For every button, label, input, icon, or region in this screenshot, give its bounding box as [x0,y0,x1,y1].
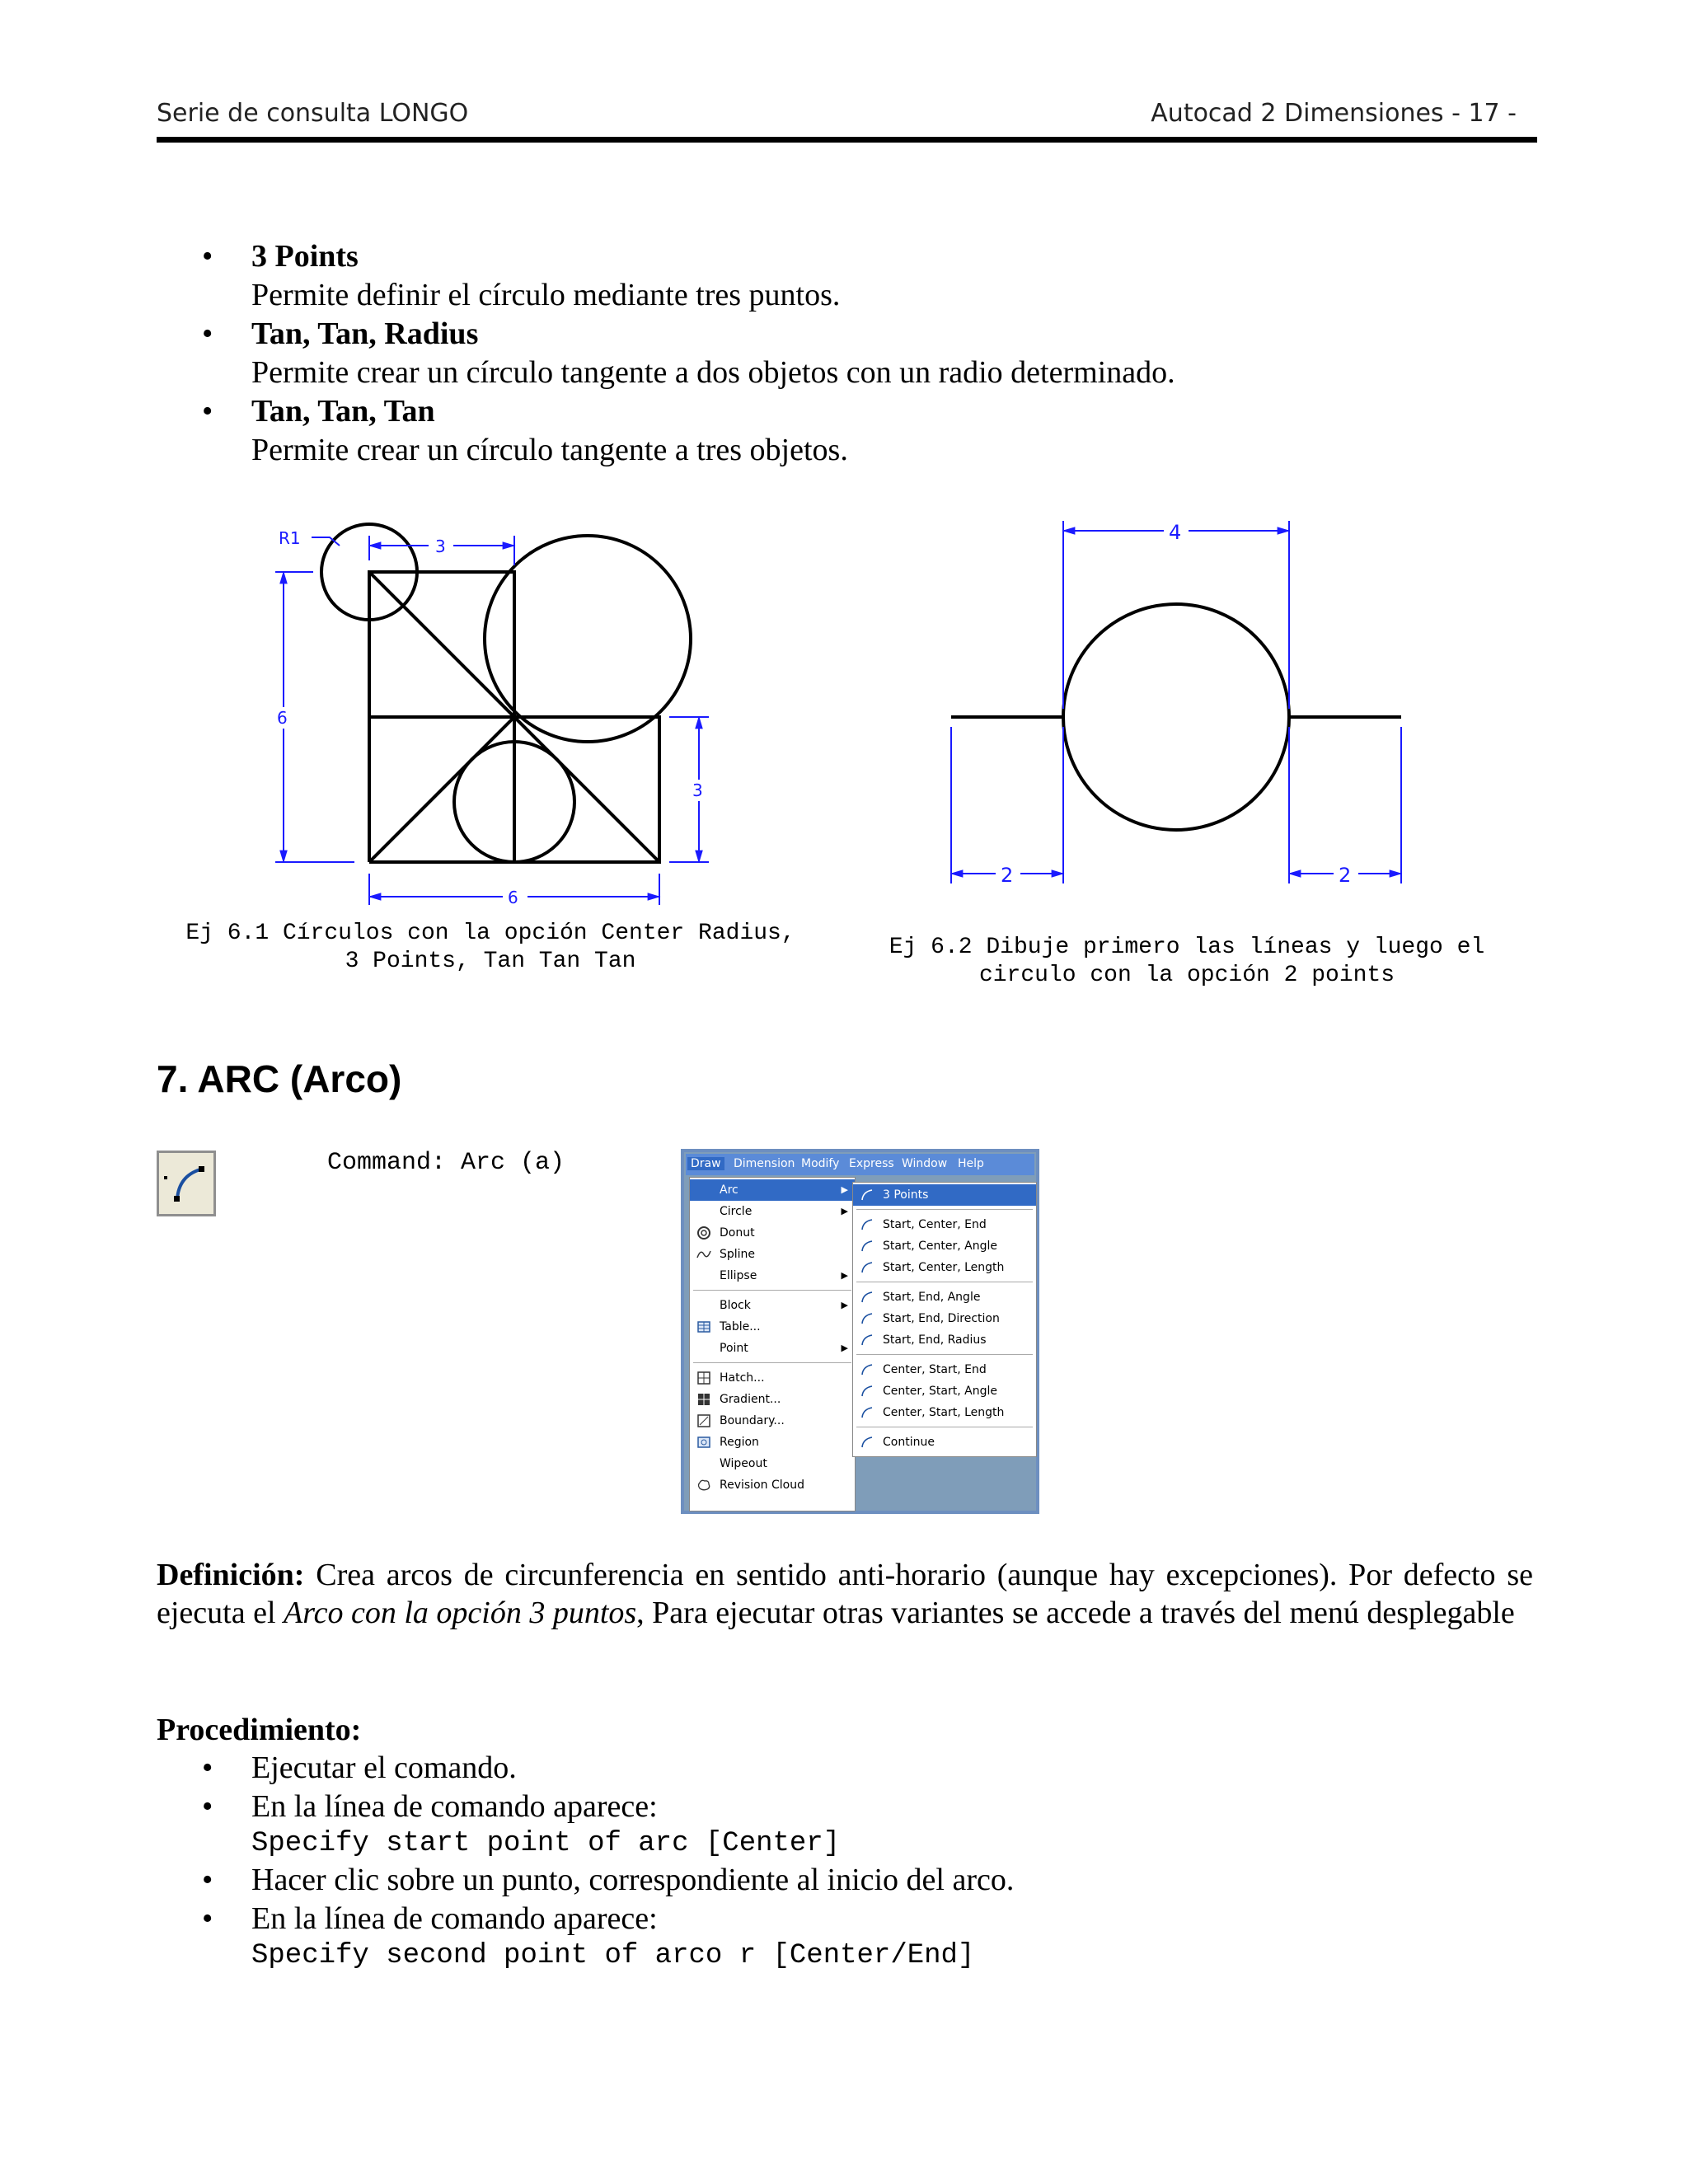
arc-icon [860,1239,874,1254]
header-right: Autocad 2 Dimensiones - 17 - [1151,99,1517,128]
menu-item-label: Boundary... [720,1414,785,1427]
menu-dimension[interactable]: Dimension [734,1157,795,1170]
menu-item-label: Gradient... [720,1393,781,1406]
figure-6-2-drawing [940,511,1418,890]
menu-item-label: Circle [720,1205,753,1218]
menu-window[interactable]: Window [902,1157,948,1170]
definition-text: , Para ejecutar otras variantes se accede a través del menú desplegable [636,1596,1515,1630]
menu-item-label: Ellipse [720,1269,757,1282]
bullet-desc: Permite crear un círculo tangente a dos objetos con un radio determinado. [251,355,1175,390]
list-item [202,392,1521,470]
submenu-item-start-center-end[interactable] [853,1214,1036,1235]
arc-continue-icon [860,1435,874,1450]
arc-icon [860,1333,874,1347]
table-icon [696,1319,711,1334]
list-item [202,1900,1521,1973]
procedure-step: • Ejecutar el comando. [251,1750,517,1785]
arc-icon [860,1260,874,1275]
submenu-item-center-start-length[interactable] [853,1402,1036,1423]
menu-item-label: Arc [720,1183,738,1197]
menu-item-label: Start, End, Direction [883,1312,1000,1325]
procedure-step: • En la línea de comando aparece: [251,1789,658,1824]
submenu-item-start-end-angle[interactable] [853,1286,1036,1308]
submenu-item-center-start-end[interactable] [853,1359,1036,1380]
menu-item-label: Start, Center, End [883,1218,987,1231]
dim-label-left: 6 [277,708,288,728]
submenu-arrow-icon: ▶ [841,1184,848,1195]
dim-label-right: 2 [1339,864,1352,887]
definition-label: Definición: [157,1558,305,1592]
arc-icon [860,1188,874,1202]
definition-paragraph [157,1556,1533,1632]
dim-label-r1: R1 [279,528,301,548]
draw-menu-screenshot [681,1149,1039,1514]
menu-item-label: Region [720,1436,759,1449]
definition-italic: Arco con la opción 3 puntos [284,1596,637,1630]
menu-item-label: Wipeout [720,1457,767,1470]
menu-item-boundary[interactable] [690,1410,855,1432]
list-item [202,1861,1521,1900]
bullet-title: • Tan, Tan, Radius [251,316,479,351]
spline-icon [696,1247,711,1262]
submenu-arrow-icon: ▶ [841,1206,848,1216]
menu-item-hatch[interactable] [690,1367,855,1389]
bullet-desc: Permite definir el círculo mediante tres puntos. [251,278,841,312]
command-prompt-text: Specify second point of arco r [Center/End] [251,1940,975,1971]
menu-item-label: Hatch... [720,1371,765,1385]
submenu-item-center-start-angle[interactable] [853,1380,1036,1402]
submenu-item-start-end-direction[interactable] [853,1308,1036,1329]
arc-icon [860,1384,874,1399]
menu-item-label: Start, Center, Angle [883,1240,997,1253]
arc-icon [159,1153,213,1214]
menu-item-label: Table... [720,1320,761,1333]
hatch-icon [696,1371,711,1385]
menu-item-gradient[interactable] [690,1389,855,1410]
menu-item-spline[interactable] [690,1244,855,1265]
menu-item-donut[interactable] [690,1222,855,1244]
procedure-step: • Hacer clic sobre un punto, correspondiente al inicio del arco. [251,1863,1015,1897]
dim-label-right: 3 [692,780,703,800]
submenu-item-start-center-angle[interactable] [853,1235,1036,1257]
submenu-item-start-end-radius[interactable] [853,1329,1036,1351]
arc-icon [860,1362,874,1377]
command-prompt-text: Specify start point of arc [Center] [251,1828,841,1859]
arc-icon [860,1311,874,1326]
dim-label-top: 4 [1169,521,1182,544]
menu-help[interactable]: Help [958,1157,984,1170]
submenu-arrow-icon: ▶ [841,1300,848,1310]
revision-cloud-icon [696,1478,711,1493]
menu-item-label: Block [720,1299,751,1312]
draw-menu [689,1177,856,1511]
menu-item-block[interactable] [690,1295,855,1316]
menu-item-label: Start, End, Radius [883,1333,987,1347]
arc-icon [860,1290,874,1305]
menu-item-revision-cloud[interactable] [690,1474,855,1496]
menu-item-label: 3 Points [883,1188,929,1202]
caption-line: circulo con la opción 2 points [978,963,1395,988]
menu-item-label: Center, Start, Angle [883,1385,997,1398]
caption-line: Ej 6.1 Círculos con la opción Center Radius, [185,921,795,946]
header-rule [157,137,1537,143]
menu-separator [693,1290,851,1291]
dim-label-top: 3 [435,537,446,556]
menu-item-label: Point [720,1342,748,1355]
menu-separator [856,1209,1033,1210]
submenu-item-start-center-length[interactable] [853,1257,1036,1278]
menu-item-circle[interactable] [690,1201,855,1222]
menu-separator [856,1354,1033,1355]
donut-icon [696,1226,711,1240]
list-item [202,1749,1521,1788]
two-point-circle [1063,604,1289,830]
header-left: Serie de consulta LONGO [157,99,469,128]
menu-modify[interactable]: Modify [801,1157,840,1170]
caption-line: 3 Points, Tan Tan Tan [345,949,636,974]
procedure-step: • En la línea de comando aparece: [251,1901,658,1936]
definition-text: Crea arcos de circunferencia en sentido anti-horario (aunque hay excepciones). Por defecto se ejecuta el [157,1558,1533,1630]
arc-icon [860,1405,874,1420]
menu-item-label: Revision Cloud [720,1479,804,1492]
procedure-title: Procedimiento: [157,1713,362,1747]
menu-bar [686,1154,1034,1175]
figure-6-1-caption [152,920,828,976]
submenu-item-continue[interactable] [853,1432,1036,1453]
list-item [202,315,1521,392]
submenu-item-3-points[interactable] [853,1184,1036,1206]
menu-item-point[interactable] [690,1338,855,1359]
figure-6-1-drawing [264,511,725,907]
menu-draw[interactable]: Draw [687,1157,724,1170]
caption-line: Ej 6.2 Dibuje primero las líneas y luego el [889,935,1485,960]
bullet-title: • Tan, Tan, Tan [251,394,435,429]
bullet-desc: Permite crear un círculo tangente a tres objetos. [251,433,848,467]
menu-item-label: Spline [720,1248,756,1261]
menu-item-label: Continue [883,1436,935,1449]
figure-6-2-caption [849,934,1525,990]
menu-item-label: Center, Start, Length [883,1406,1005,1419]
arc-tool-button[interactable] [157,1151,216,1216]
menu-item-region[interactable] [690,1432,855,1453]
arc-submenu [852,1182,1037,1457]
menu-item-table[interactable] [690,1316,855,1338]
menu-item-wipeout[interactable] [690,1453,855,1474]
dim-label-left: 2 [1001,864,1014,887]
menu-item-label: Donut [720,1226,755,1240]
menu-item-label: Center, Start, End [883,1363,987,1376]
submenu-arrow-icon: ▶ [841,1343,848,1353]
gradient-icon [696,1392,711,1407]
menu-item-ellipse[interactable] [690,1265,855,1286]
menu-item-arc[interactable] [690,1179,855,1201]
list-item [202,237,1521,315]
bullet-title: • 3 Points [251,239,359,274]
section-title: 7. ARC (Arco) [157,1057,402,1100]
menu-express[interactable]: Express [849,1157,894,1170]
circle-options-list [202,237,1521,470]
menu-separator [693,1362,851,1363]
boundary-icon [696,1413,711,1428]
dim-label-bottom: 6 [508,888,518,907]
list-item [202,1788,1521,1861]
menu-item-label: Start, Center, Length [883,1261,1005,1274]
procedure-list [202,1749,1521,1973]
command-text: Command: Arc (a) [327,1149,565,1177]
arc-icon [860,1217,874,1232]
menu-item-label: Start, End, Angle [883,1291,981,1304]
region-icon [696,1435,711,1450]
submenu-arrow-icon: ▶ [841,1270,848,1281]
